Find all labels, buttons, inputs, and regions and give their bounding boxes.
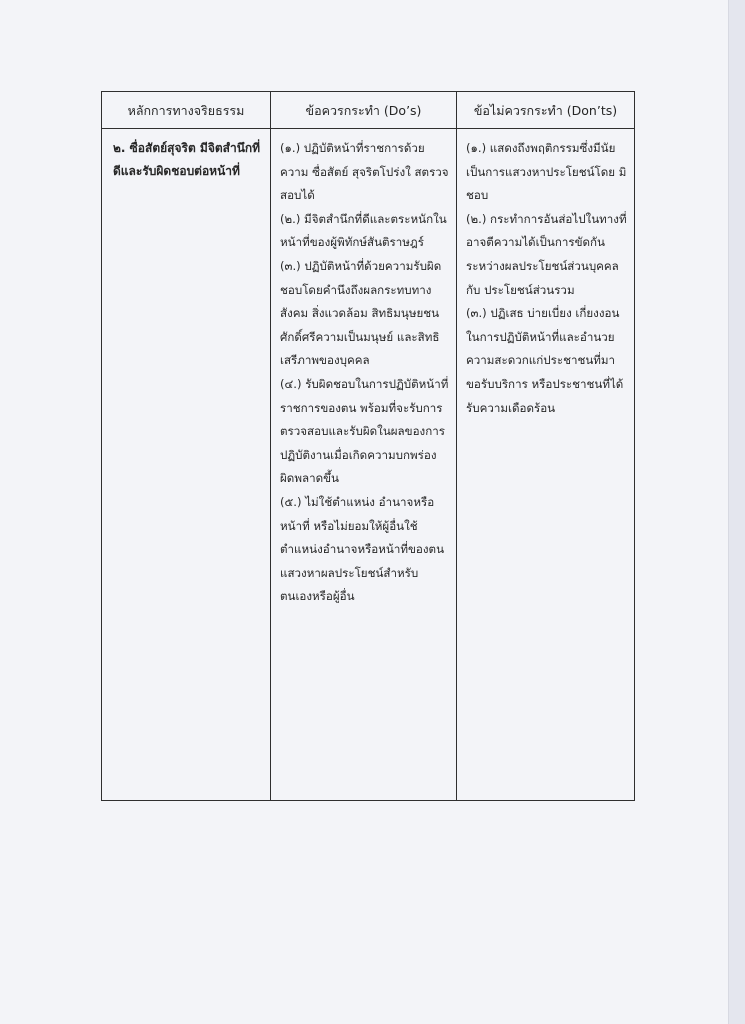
dos-item-3: (๓.) ปฏิบัติหน้าที่ด้วยความรับผิดชอบโดยคำนึงถึงผลกระทบทางสังคม สิ่งแวดล้อม สิทธิมนุษยชน ศักดิ์ศรีความเป็นมนุษย์ และสิทธิเสรีภาพของบุคคล: [280, 258, 442, 368]
table-header-row: [102, 92, 635, 129]
header-donts: ข้อไม่ควรกระทำ (Don’ts): [457, 92, 635, 129]
principle-text: ๒. ซื่อสัตย์สุจริต มีจิตสำนึกที่ดีและรับผิดชอบต่อหน้าที่: [113, 141, 261, 178]
donts-item-2: (๒.) กระทำการอันส่อไปในทางที่ อาจตีความได้เป็นการขัดกันระหว่างผลประโยชน์ส่วนบุคคลกับ ประโยชน์ส่วนรวม: [466, 211, 627, 297]
dos-cell: [271, 129, 457, 801]
donts-item-3: (๓.) ปฏิเสธ บ่ายเบี่ยง เกี่ยงงอนในการปฏิบัติหน้าที่และอำนวยความสะดวกแก่ประชาชนที่มาขอรับบริการ หรือประชาชนที่ได้รับความเดือดร้อน: [466, 306, 624, 415]
donts-item-1: (๑.) แสดงถึงพฤติกรรมซึ่งมีนัยเป็นการแสวงหาประโยชน์โดย มิชอบ: [466, 141, 627, 203]
paper-edge: [728, 0, 745, 1024]
header-principle: หลักการทางจริยธรรม: [102, 92, 271, 129]
table-row: [102, 129, 635, 801]
donts-cell: [457, 129, 635, 801]
header-dos: ข้อควรกระทำ (Do’s): [271, 92, 457, 129]
ethics-table: [101, 91, 635, 801]
principle-cell: [102, 129, 271, 801]
dos-item-1: (๑.) ปฏิบัติหน้าที่ราชการด้วยความ ซื่อสัตย์ สุจริตโปร่งใ สตรวจสอบได้: [280, 141, 449, 203]
dos-item-4: (๔.) รับผิดชอบในการปฏิบัติหน้าที่ราชการของตน พร้อมที่จะรับการตรวจสอบและรับผิดในผลของการปฏิบัติงานเมื่อเกิดความบกพร่องผิดพลาดขึ้น: [280, 376, 449, 486]
dos-item-2: (๒.) มีจิตสำนึกที่ดีและตระหนักในหน้าที่ของผู้พิทักษ์สันติราษฎร์: [280, 211, 447, 250]
dos-item-5: (๕.) ไม่ใช้ตำแหน่ง อำนาจหรือหน้าที่ หรือไม่ยอมให้ผู้อื่นใช้ตำแหน่งอำนาจหรือหน้าที่ของตน แสวงหาผลประโยชน์สำหรับตนเองหรือผู้อื่น: [280, 494, 444, 604]
